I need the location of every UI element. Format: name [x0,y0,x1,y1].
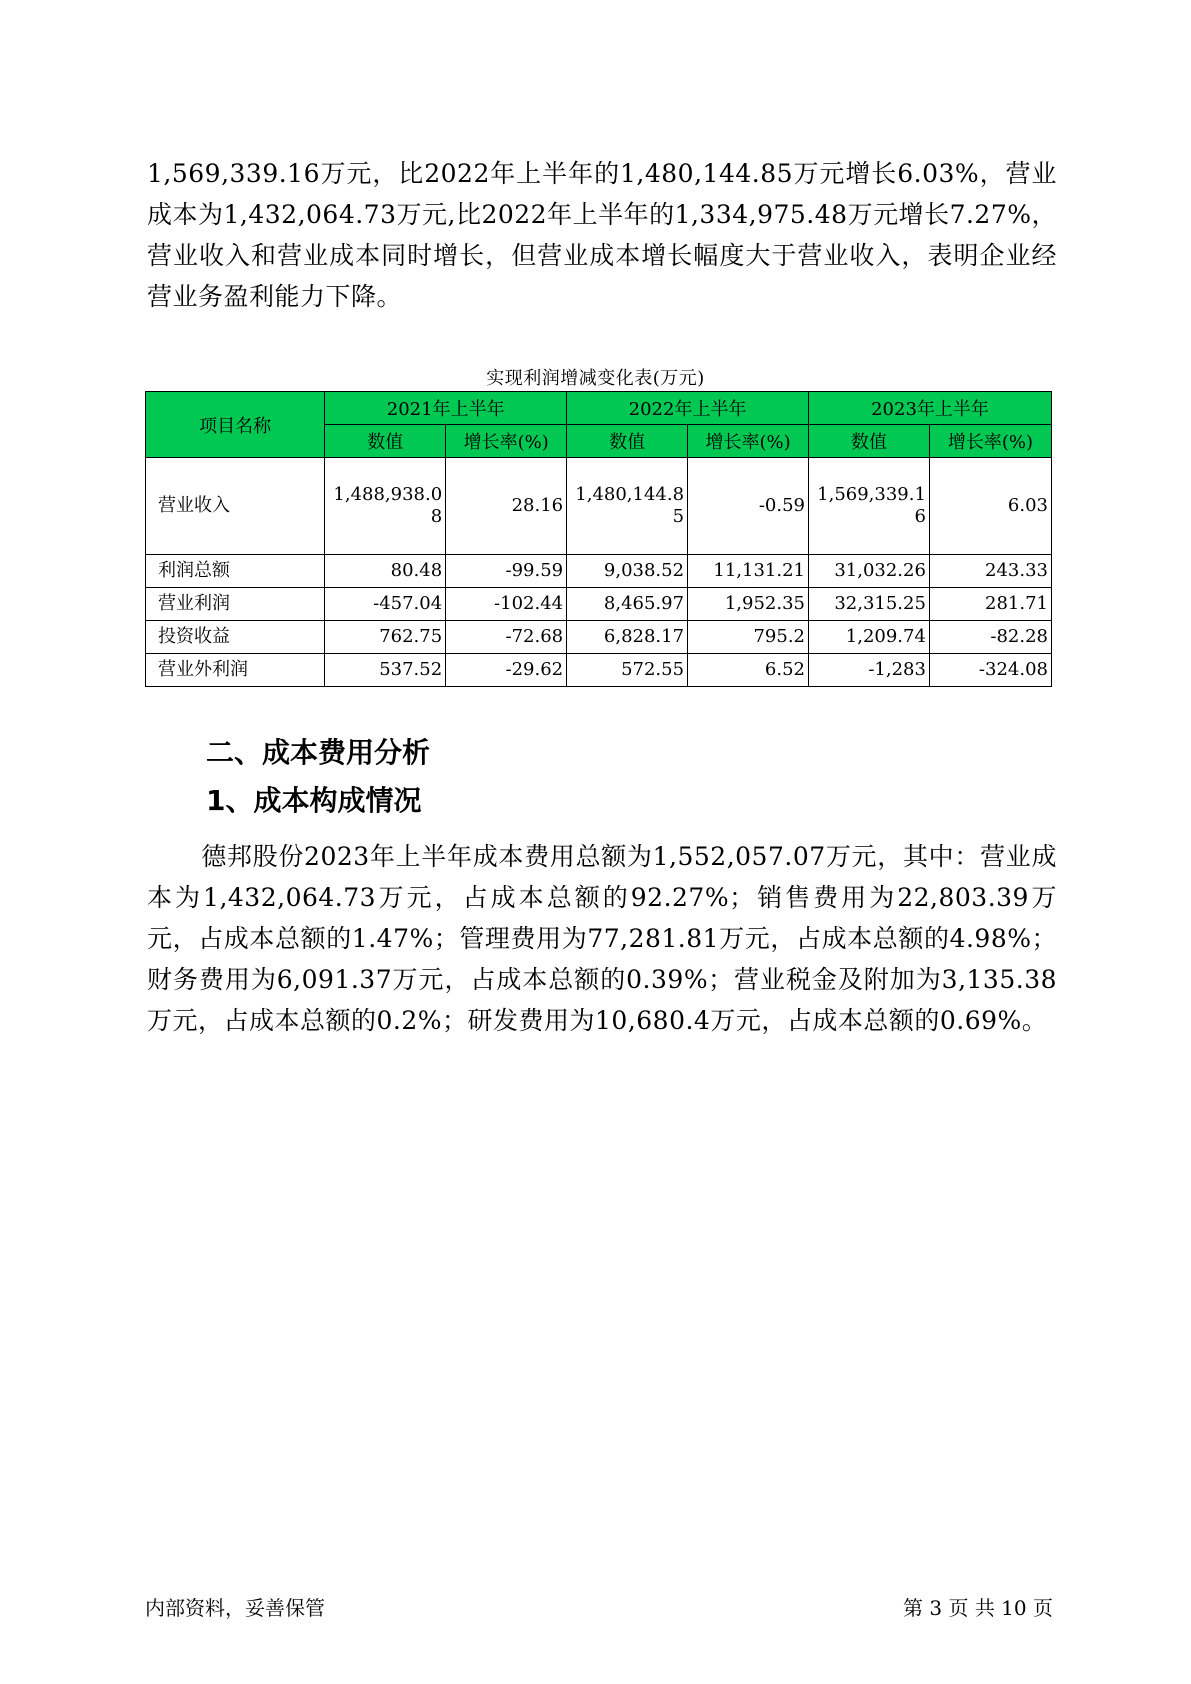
header-year-2021: 2021年上半年 [325,392,567,425]
table-row [146,458,1052,555]
table-cell: 1,952.35 [688,588,809,621]
table-cell: 31,032.26 [809,555,930,588]
table-cell: 243.33 [929,555,1051,588]
cost-paragraph-text: 德邦股份2023年上半年成本费用总额为1,552,057.07万元，其中：营业成本为1,432,064.73万元，占成本总额的92.27%；销售费用为22,803.39万元，占成本总额的1.47%；管理费用为77,281.81万元，占成本总额的4.98%；财务费用为6,091.37万元，占成本总额的0.39%；营业税金及附加为3,135.38万元，占成本总额的0.2%；研发费用为10,680.4万元，占成本总额的0.69%。 [147,842,1057,1035]
table-cell: 32,315.25 [809,588,930,621]
header-year-2023: 2023年上半年 [809,392,1052,425]
table-cell: 8,465.97 [567,588,688,621]
table-cell: -102.44 [446,588,567,621]
table-cell: 281.71 [929,588,1051,621]
cost-paragraph [147,836,1057,1041]
table-cell: 9,038.52 [567,555,688,588]
table-row [146,555,1052,588]
table-cell: 28.16 [446,458,567,555]
profit-change-table [145,391,1052,687]
table-cell: 795.2 [688,621,809,654]
table-cell: -29.62 [446,654,567,687]
table-cell: -99.59 [446,555,567,588]
table-cell: 1,209.74 [809,621,930,654]
table-cell: 572.55 [567,654,688,687]
table-cell: -82.28 [929,621,1051,654]
table-cell: 1,480,144.85 [567,458,688,555]
table-cell: 11,131.21 [688,555,809,588]
table-cell: 1,488,938.08 [325,458,446,555]
table-row [146,588,1052,621]
subsection-heading: 1、成本构成情况 [206,784,422,817]
table-cell: 80.48 [325,555,446,588]
header-value: 数值 [567,425,688,458]
table-row [146,654,1052,687]
header-growth: 增长率(%) [688,425,809,458]
row-name: 营业外利润 [146,654,325,687]
table-cell: -72.68 [446,621,567,654]
table-row [146,621,1052,654]
table-cell: -1,283 [809,654,930,687]
table-cell: 6,828.17 [567,621,688,654]
section-heading: 二、成本费用分析 [206,736,431,769]
header-value: 数值 [809,425,930,458]
table-caption: 实现利润增减变化表(万元) [486,368,705,389]
table-cell: 1,569,339.16 [809,458,930,555]
table-cell: 537.52 [325,654,446,687]
header-growth: 增长率(%) [446,425,567,458]
table-cell: -0.59 [688,458,809,555]
header-value: 数值 [325,425,446,458]
header-year-2022: 2022年上半年 [567,392,809,425]
table-cell: 6.52 [688,654,809,687]
header-item-name: 项目名称 [146,392,325,458]
row-name: 利润总额 [146,555,325,588]
footer-confidential-note: 内部资料，妥善保管 [145,1596,325,1620]
table-cell: 6.03 [929,458,1051,555]
row-name: 营业收入 [146,458,325,555]
row-name: 投资收益 [146,621,325,654]
intro-paragraph: 1,569,339.16万元，比2022年上半年的1,480,144.85万元增长6.03%，营业成本为1,432,064.73万元,比2022年上半年的1,334,975.48万元增长7.27%，营业收入和营业成本同时增长，但营业成本增长幅度大于营业收入，表明企业经营业务盈利能力下降。 [147,159,1057,311]
footer-page-number: 第 3 页 共 10 页 [903,1596,1053,1620]
table-cell: 762.75 [325,621,446,654]
row-name: 营业利润 [146,588,325,621]
header-growth: 增长率(%) [929,425,1051,458]
table-cell: -324.08 [929,654,1051,687]
table-cell: -457.04 [325,588,446,621]
